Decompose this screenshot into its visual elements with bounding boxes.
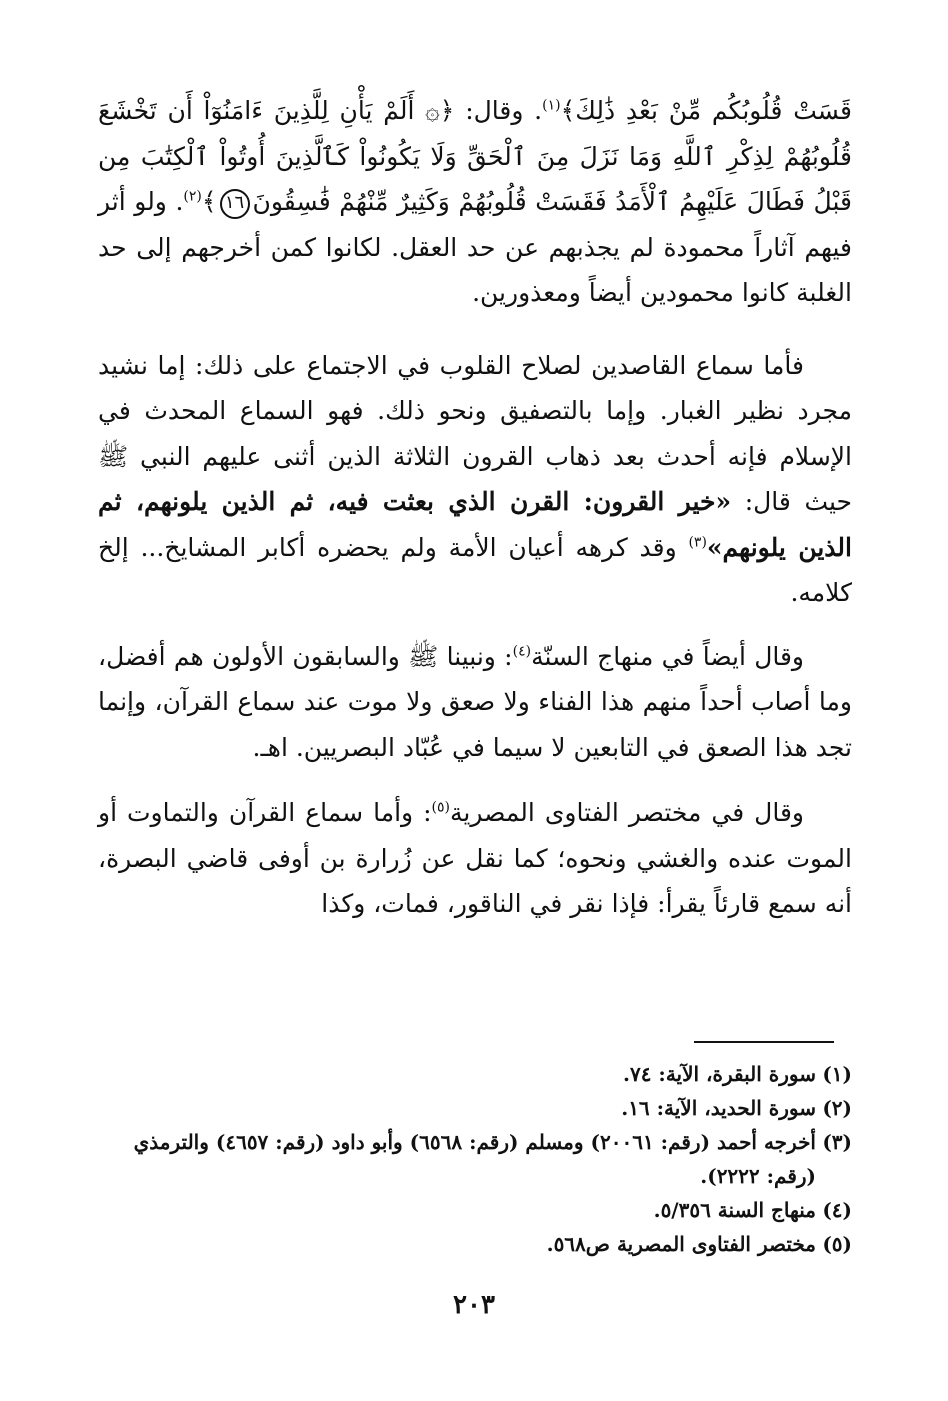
paragraph-2-end: وقد كرهه أعيان الأمة ولم يحضره أكابر المشايخ... إلخ كلامه. <box>98 532 852 607</box>
footnote-item <box>98 1057 852 1091</box>
footnote-text: سورة الحديد، الآية: ١٦. <box>621 1096 816 1120</box>
footnote-ref-1: (١) <box>542 97 561 114</box>
footnote-text: أخرجه أحمد (رقم: ٢٠٠٦١) ومسلم (رقم: ٦٥٦٨) وأبو داود (رقم: ٤٦٥٧) والترمذي (رقم: ٢٢٢٢). <box>133 1130 816 1188</box>
footnote-item <box>98 1091 852 1125</box>
footnote-ref-2: (٢) <box>183 188 202 205</box>
paragraph-4 <box>98 790 852 927</box>
footnote-item <box>98 1125 852 1193</box>
paragraph-3-start: وقال أيضاً في منهاج السنّة <box>531 641 805 671</box>
footnote-text: سورة البقرة، الآية: ٧٤. <box>623 1062 816 1086</box>
footnote-item <box>98 1193 852 1227</box>
hadith-quote: «خير القرون: القرن الذي بعثت فيه، ثم الذين يلونهم، ثم الذين يلونهم» <box>98 487 852 562</box>
paragraph-1 <box>98 88 852 316</box>
paragraph-4-start: وقال في مختصر الفتاوى المصرية <box>450 798 804 827</box>
footnote-number: (٣) <box>822 1130 852 1154</box>
paragraph-3 <box>98 634 852 771</box>
footnote-ref-4: (٤) <box>512 643 532 660</box>
footnote-divider <box>694 1041 834 1043</box>
footnotes <box>98 1057 852 1261</box>
footnote-number: (٤) <box>822 1198 852 1222</box>
quran-quote-end: ﴾ <box>201 187 217 216</box>
paragraph-2-start: فأما سماع القاصدين لصلاح القلوب في الاجتماع على ذلك: إما نشيد مجرد نظير الغبار. وإما بالتصفيق ونحو ذلك. فهو السماع المحدث في الإسلام فإنه أحدث بعد ذهاب القرون الثلاثة الذين أثنى عليهم النبي ﷺ حيث قال: <box>98 350 852 516</box>
footnote-number: (٥) <box>822 1232 852 1256</box>
footnote-ref-3: (٣) <box>688 534 707 551</box>
footnote-ref-5: (٥) <box>431 799 451 816</box>
footnote-text: مختصر الفتاوى المصرية ص٥٦٨. <box>546 1232 816 1256</box>
footnote-text: منهاج السنة ٥/٣٥٦. <box>653 1198 816 1222</box>
page-number: ٢٠٣ <box>453 1290 495 1320</box>
main-text <box>98 88 852 927</box>
paragraph-2 <box>98 343 852 616</box>
verse-number-marker: ١٦ <box>220 189 250 219</box>
footnote-item <box>98 1227 852 1261</box>
paragraph-3-end: : ونبينا ﷺ والسابقون الأولون هم أفضل، وما أصاب أحداً منهم هذا الفناء ولا صعق ولا موت عند سماع القرآن، وإنما تجد هذا الصعق في التابعين لا سيما في عُبّاد البصريين. اهـ. <box>98 641 852 762</box>
paragraph-4-end: : وأما سماع القرآن والتماوت أو الموت عنده والغشي ونحوه؛ كما نقل عن زُرارة بن أوفى قاضي البصرة، أنه سمع قارئاً يقرأ: فإذا نقر في الناقور، فمات، وكذا <box>98 798 852 918</box>
paragraph-1-tail: . ولو أثر فيهم آثاراً محمودة لم يجذبهم عن حد العقل. لكانوا كمن أخرجهم إلى حد الغلبة كانوا محمودين أيضاً ومعذورين. <box>98 187 852 307</box>
footnote-number: (١) <box>822 1062 852 1086</box>
quran-quote: قَسَتْ قُلُوبُكُم مِّنْ بَعْدِ ذَٰلِكَ﴾$^{(١)}$. وقال: ﴿۞ أَلَمْ يَأْنِ لِلَّذِينَ ءَامَنُوٓاْ أَن تَخْشَعَ قُلُوبُهُمْ لِذِكْرِ ٱللَّهِ وَمَا نَزَلَ مِنَ ٱلْحَقِّ وَلَا يَكُونُواْ كَٱلَّذِينَ أُوتُواْ ٱلْكِتَٰبَ مِن قَبْلُ فَطَالَ عَلَيْهِمُ ٱلْأَمَدُ فَقَسَتْ قُلُوبُهُمْ وَكَثِيرٌ مِّنْهُمْ فَٰسِقُونَ <box>98 96 852 216</box>
footnote-number: (٢) <box>822 1096 852 1120</box>
